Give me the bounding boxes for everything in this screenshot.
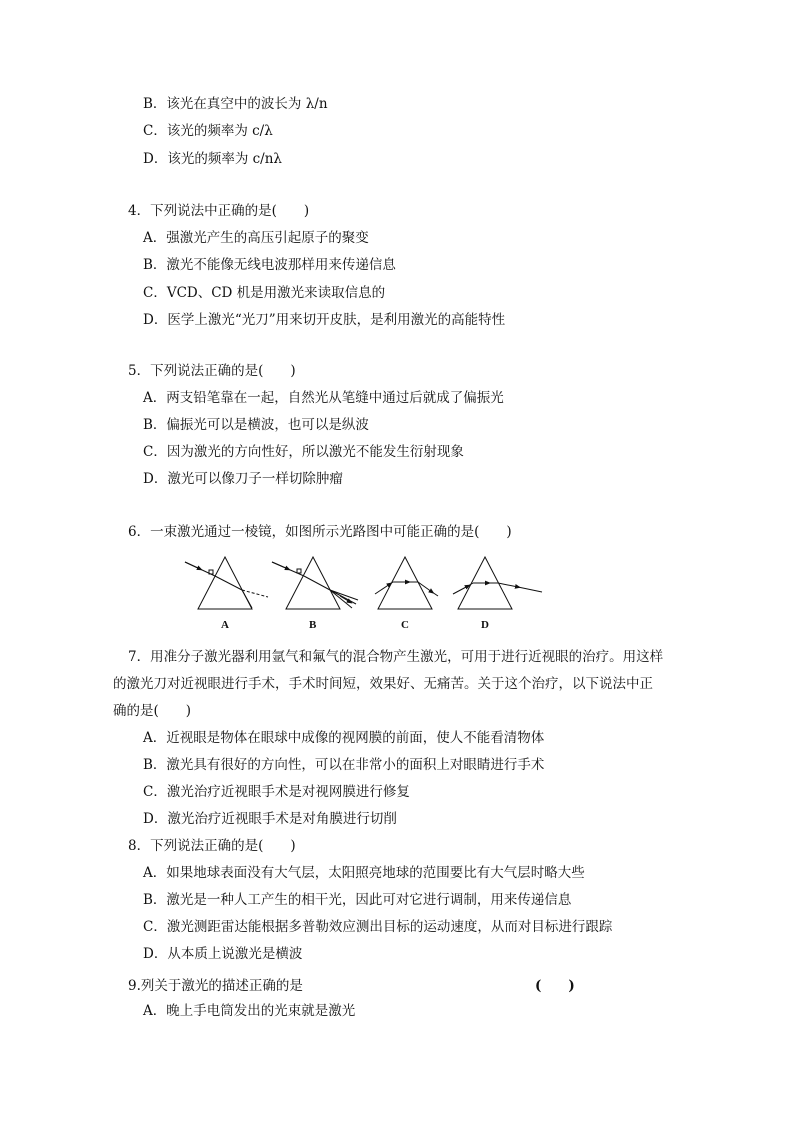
q7-stem-line1: 7．用准分子激光器利用氩气和氟气的混合物产生激光，可用于进行近视眼的治疗。用这样 [128, 649, 664, 665]
q9-option-a: A．晚上手电筒发出的光束就是激光 [143, 1003, 356, 1019]
q5-stem: 5．下列说法正确的是( ) [128, 363, 296, 379]
q7-option-c: C．激光治疗近视眼手术是对视网膜进行修复 [143, 784, 410, 800]
q8-option-c: C．激光测距雷达能根据多普勒效应测出目标的运动速度，从而对目标进行跟踪 [143, 919, 613, 935]
q7-option-a: A．近视眼是物体在眼球中成像的视网膜的前面，使人不能看清物体 [143, 730, 545, 746]
q4-option-d: D．医学上激光“光刀”用来切开皮肤，是利用激光的高能特性 [143, 312, 506, 328]
q8-option-b: B．激光是一种人工产生的相干光，因此可对它进行调制，用来传递信息 [143, 892, 572, 908]
q9-answer-bracket: ( ) [535, 978, 575, 994]
diagram-d [453, 557, 542, 609]
q7-option-d: D．激光治疗近视眼手术是对角膜进行切削 [143, 811, 397, 827]
q7-option-b: B．激光具有很好的方向性，可以在非常小的面积上对眼睛进行手术 [143, 757, 545, 773]
q5-option-a: A．两支铅笔靠在一起，自然光从笔缝中通过后就成了偏振光 [143, 390, 504, 406]
label-d: D [481, 619, 489, 631]
q7-stem-line2: 的激光刀对近视眼进行手术，手术时间短，效果好、无痛苦。关于这个治疗，以下说法中正 [113, 676, 653, 692]
q4-option-b: B．激光不能像无线电波那样用来传递信息 [143, 257, 396, 273]
q5-option-b: B．偏振光可以是横波，也可以是纵波 [143, 417, 369, 433]
q8-option-a: A．如果地球表面没有大气层，太阳照亮地球的范围要比有大气层时略大些 [143, 865, 585, 881]
q5-option-d: D．激光可以像刀子一样切除肿瘤 [143, 471, 343, 487]
q5-option-c: C．因为激光的方向性好，所以激光不能发生衍射现象 [143, 444, 464, 460]
prism-light-path-figure [180, 552, 550, 634]
q3-option-b: B．该光在真空中的波长为 λ/n [143, 96, 328, 112]
q8-stem: 8．下列说法正确的是( ) [128, 838, 296, 854]
q3-option-d: D．该光的频率为 c/nλ [143, 151, 282, 167]
diagram-b [272, 557, 358, 609]
q8-option-d: D．从本质上说激光是横波 [143, 946, 303, 962]
q7-stem-line3: 确的是( ) [113, 703, 192, 719]
diagram-a [185, 557, 268, 609]
label-b: B [309, 619, 317, 631]
q4-option-a: A．强激光产生的高压引起原子的聚变 [143, 230, 369, 246]
q6-stem: 6．一束激光通过一棱镜，如图所示光路图中可能正确的是( ) [128, 524, 512, 540]
q4-option-c: C．VCD、CD 机是用激光来读取信息的 [143, 285, 386, 301]
label-a: A [221, 619, 229, 631]
q4-stem: 4．下列说法中正确的是( ) [128, 203, 310, 219]
diagram-c [375, 557, 438, 609]
q9-stem: 9.列关于激光的描述正确的是 [128, 978, 303, 994]
label-c: C [401, 619, 409, 631]
q3-option-c: C．该光的频率为 c/λ [143, 123, 273, 139]
